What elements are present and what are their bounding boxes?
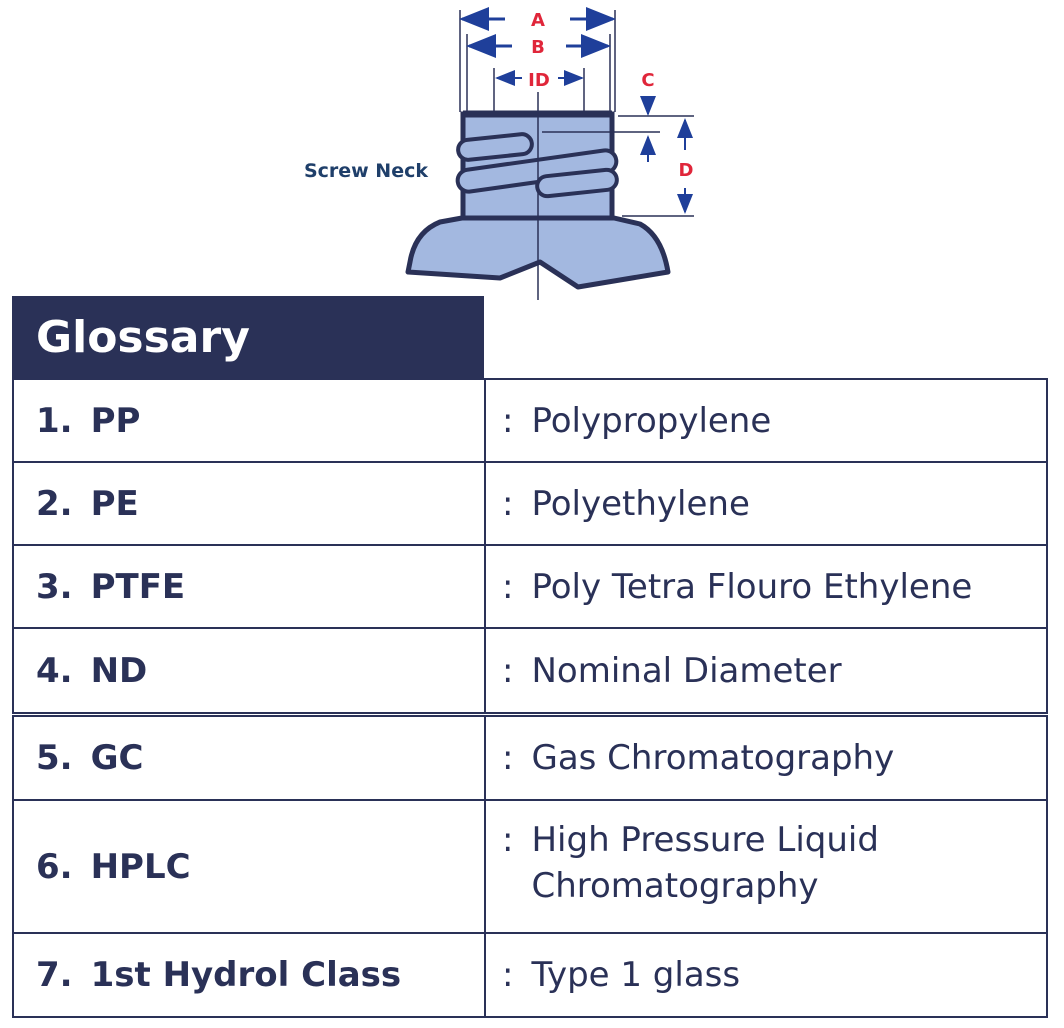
table-row xyxy=(14,801,1046,934)
term-cell xyxy=(14,463,486,544)
term-text: GC xyxy=(90,738,144,778)
glossary-title-bar xyxy=(12,296,484,378)
table-row xyxy=(14,934,1046,1016)
term-cell xyxy=(14,380,486,461)
definition-text: Polyethylene xyxy=(531,483,750,524)
definition-line-1: High Pressure Liquid xyxy=(531,820,879,860)
colon-separator: : xyxy=(502,820,514,860)
definition-cell xyxy=(486,717,1046,799)
term-text: HPLC xyxy=(90,846,191,887)
dim-label-id: ID xyxy=(528,70,550,91)
table-row xyxy=(14,463,1046,546)
colon-separator: : xyxy=(502,566,514,607)
colon-separator: : xyxy=(502,738,514,778)
row-number: 6. xyxy=(36,846,73,887)
definition-cell xyxy=(486,546,1046,627)
definition-text xyxy=(531,817,879,909)
row-number: 5. xyxy=(36,738,73,778)
definition-text: Type 1 glass xyxy=(531,955,741,995)
term-text: PTFE xyxy=(90,566,186,607)
row-number: 3. xyxy=(36,566,73,607)
definition-text: Poly Tetra Flouro Ethylene xyxy=(531,566,973,607)
definition-cell xyxy=(486,801,1046,932)
term-cell xyxy=(14,717,486,799)
glossary-table-2 xyxy=(12,715,1048,1018)
dim-label-b: B xyxy=(531,37,545,58)
term-text: PE xyxy=(90,483,139,524)
table-row xyxy=(14,380,1046,463)
definition-line-2: Chromatography xyxy=(531,866,819,906)
colon-separator: : xyxy=(502,955,514,995)
colon-separator: : xyxy=(502,650,514,691)
table-row xyxy=(14,717,1046,801)
definition-text: Polypropylene xyxy=(531,400,772,441)
term-cell xyxy=(14,629,486,712)
row-number: 7. xyxy=(36,955,73,995)
row-number: 1. xyxy=(36,400,73,441)
diagram-caption: Screw Neck xyxy=(303,160,428,182)
definition-cell xyxy=(486,463,1046,544)
dim-label-a: A xyxy=(531,10,545,31)
dim-label-d: D xyxy=(678,160,694,181)
definition-cell xyxy=(486,629,1046,712)
colon-separator: : xyxy=(502,400,514,441)
screw-neck-diagram xyxy=(0,0,1064,300)
table-row xyxy=(14,629,1046,712)
table-row xyxy=(14,546,1046,629)
definition-text: Nominal Diameter xyxy=(531,650,842,691)
definition-cell xyxy=(486,380,1046,461)
glossary-table-1 xyxy=(12,378,1048,714)
colon-separator: : xyxy=(502,483,514,524)
term-cell xyxy=(14,546,486,627)
row-number: 2. xyxy=(36,483,73,524)
term-text: ND xyxy=(90,650,148,691)
term-cell xyxy=(14,934,486,1016)
dim-label-c: C xyxy=(641,70,655,91)
row-number: 4. xyxy=(36,650,73,691)
term-text: 1st Hydrol Class xyxy=(90,955,402,995)
glossary-title: Glossary xyxy=(36,312,250,363)
definition-text: Gas Chromatography xyxy=(531,738,895,778)
term-cell xyxy=(14,801,486,932)
term-text: PP xyxy=(90,400,141,441)
definition-cell xyxy=(486,934,1046,1016)
